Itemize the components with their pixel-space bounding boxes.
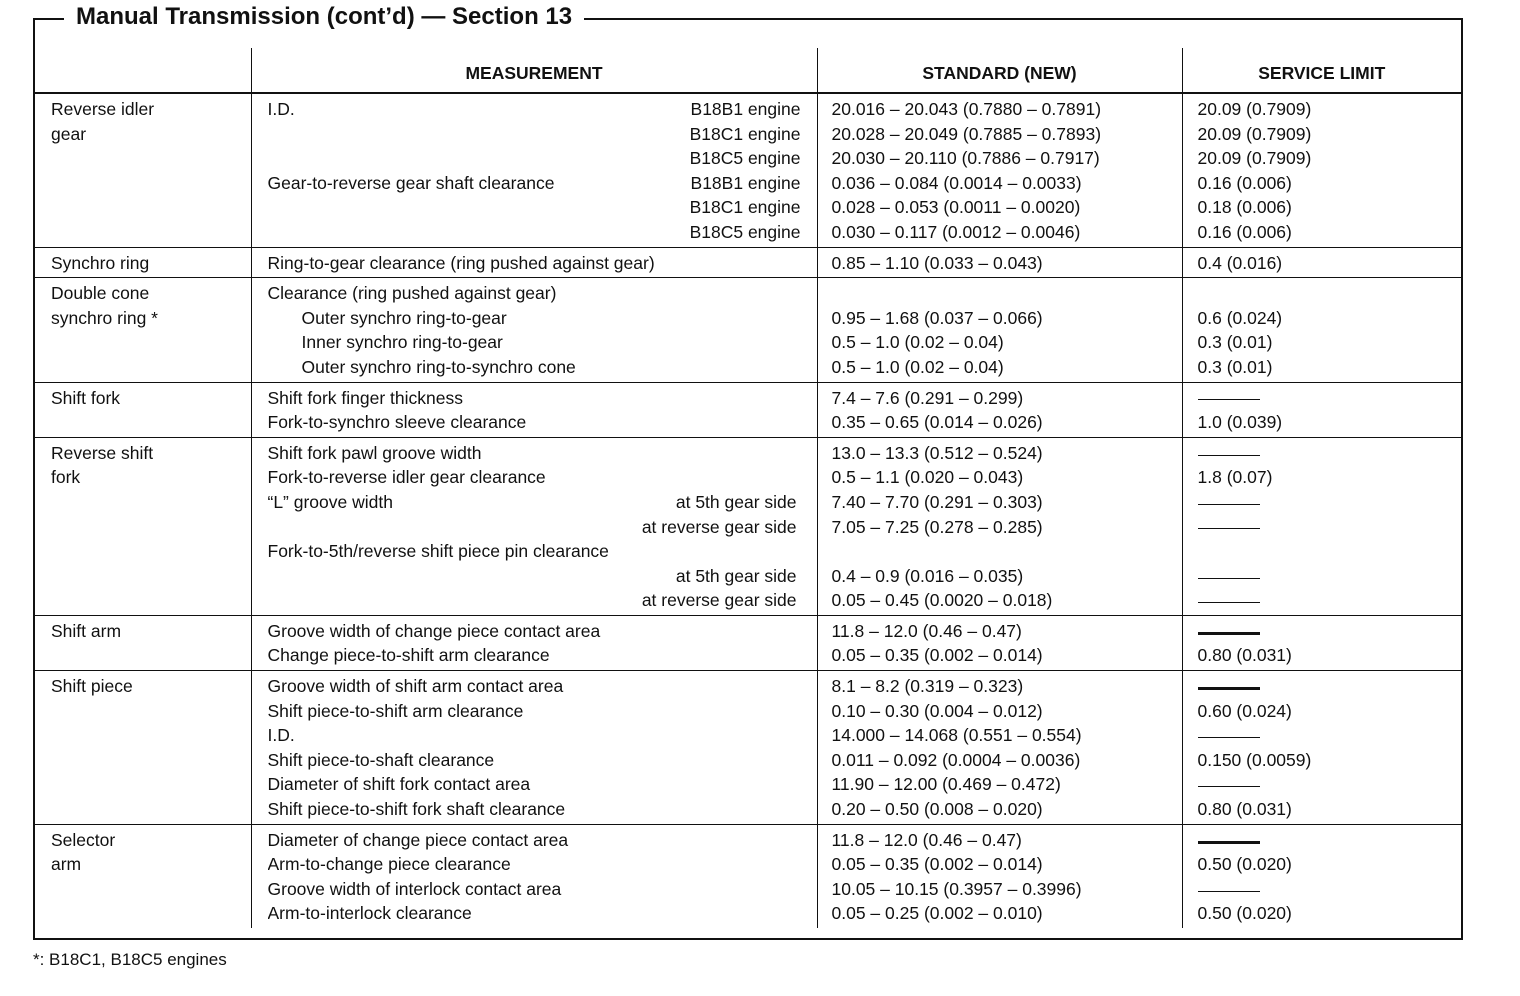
standard-value: 20.016 – 20.043 (0.7880 – 0.7891) [831,99,1102,119]
component-label: Shift fork [51,387,121,408]
no-limit-dash [1198,737,1260,738]
component-label: Selector [51,829,116,850]
limit-cell [1182,93,1461,247]
measurement-cell [251,671,817,825]
component-cell [35,278,251,382]
standard-value: 0.028 – 0.053 (0.0011 – 0.0020) [831,197,1081,218]
engine-label: B18B1 engine [690,99,801,119]
measurement-line [268,588,817,613]
standard-value: 0.036 – 0.084 (0.0014 – 0.0033) [831,172,1082,193]
component-cell [35,824,251,928]
standard-value: 14.000 – 14.068 (0.551 – 0.554) [831,725,1082,746]
limit-cell [1182,615,1461,670]
group-shift-piece [35,671,1461,825]
standard-value [832,281,1182,306]
limit-dash [1198,441,1462,466]
group-reverse-idler-gear [35,93,1461,247]
header-component [35,48,251,93]
standard-value: 7.4 – 7.6 (0.291 – 0.299) [831,387,1024,408]
measurement-text: I.D. [267,99,295,119]
limit-dash [1198,674,1462,699]
measurement-line [268,146,817,171]
engine-label: B18B1 engine [690,172,801,193]
measurement-text: Groove width of change piece contact area [267,620,601,641]
measurement-line [268,539,817,564]
component-cell [35,671,251,825]
standard-value: 0.05 – 0.45 (0.0020 – 0.018) [831,590,1053,611]
no-limit-dash [1198,578,1260,579]
limit-dash [1198,772,1462,797]
limit-value: 0.16 (0.006) [1197,172,1292,193]
standard-value: 0.5 – 1.0 (0.02 – 0.04) [831,332,1004,353]
measurement-line [268,564,817,589]
limit-value: 0.150 (0.0059) [1197,749,1312,770]
standard-cell [817,247,1182,278]
limit-cell [1182,382,1461,437]
limit-value: 0.60 (0.024) [1197,700,1292,721]
no-limit-dash [1198,602,1260,603]
standard-cell [817,278,1182,382]
component-label: Shift arm [51,620,122,641]
limit-dash [1198,515,1462,540]
limit-value: 0.4 (0.016) [1197,252,1283,273]
measurement-text: Shift piece-to-shift fork shaft clearance [267,799,566,820]
no-limit-dash [1198,632,1260,635]
standard-value: 0.5 – 1.1 (0.020 – 0.043) [831,467,1024,488]
measurement-text: Diameter of change piece contact area [267,829,569,850]
component-label: Reverse shift [51,442,154,463]
group-reverse-shift-fork [35,437,1461,615]
limit-dash [1198,386,1462,411]
standard-value: 11.90 – 12.00 (0.469 – 0.472) [831,774,1061,795]
component-label: Reverse idler [51,99,155,119]
measurement-line [268,490,817,515]
engine-label: B18C5 engine [689,148,801,169]
component-label: Synchro ring [51,252,150,273]
measurement-cell [251,93,817,247]
component-label: arm [51,854,82,875]
measurement-text: Shift fork pawl groove width [267,442,482,463]
header-row [35,48,1461,93]
standard-value: 11.8 – 12.0 (0.46 – 0.47) [831,620,1022,641]
standard-cell [817,437,1182,615]
gear-side-label: at 5th gear side [675,565,797,586]
measurement-cell [251,437,817,615]
measurement-text: Fork-to-synchro sleeve clearance [267,412,527,433]
standard-value: 10.05 – 10.15 (0.3957 – 0.3996) [831,878,1082,899]
engine-label: B18C5 engine [689,221,801,242]
no-limit-dash [1198,528,1260,529]
footnote: *: B18C1, B18C5 engines [33,950,227,969]
standard-value: 7.40 – 7.70 (0.291 – 0.303) [831,491,1043,512]
engine-label: B18C1 engine [689,123,801,144]
page-title: Manual Transmission (cont’d) — Section 13 [64,2,584,32]
measurement-text: Outer synchro ring-to-gear [301,307,507,328]
measurement-line [268,122,817,147]
no-limit-dash [1198,891,1260,892]
limit-dash [1198,723,1462,748]
component-label: Double cone [51,283,150,304]
measurement-text: Shift piece-to-shift arm clearance [267,700,524,721]
measurement-cell [251,278,817,382]
no-limit-dash [1198,399,1260,400]
measurement-text: Outer synchro ring-to-synchro cone [301,356,576,377]
limit-dash [1198,564,1462,589]
no-limit-dash [1198,786,1260,787]
spec-table [35,48,1461,928]
gear-side-label [797,441,817,466]
measurement-text: Groove width of shift arm contact area [267,676,564,697]
measurement-cell [251,824,817,928]
limit-cell [1182,671,1461,825]
group-shift-fork [35,382,1461,437]
limit-dash [1198,619,1462,644]
standard-cell [817,615,1182,670]
measurement-text: Groove width of interlock contact area [267,878,562,899]
gear-side-label: at reverse gear side [641,590,797,611]
measurement-text: Inner synchro ring-to-gear [301,332,503,353]
standard-value: 11.8 – 12.0 (0.46 – 0.47) [831,829,1022,850]
limit-value: 0.80 (0.031) [1197,645,1292,666]
standard-cell [817,671,1182,825]
standard-value: 0.95 – 1.68 (0.037 – 0.066) [831,307,1043,328]
limit-dash [1198,877,1462,902]
limit-cell [1182,278,1461,382]
component-cell [35,247,251,278]
measurement-text: Shift piece-to-shaft clearance [267,749,495,770]
standard-value: 0.011 – 0.092 (0.0004 – 0.0036) [831,749,1081,770]
standard-value: 0.5 – 1.0 (0.02 – 0.04) [831,356,1004,377]
limit-value: 20.09 (0.7909) [1197,99,1312,119]
component-cell [35,93,251,247]
measurement-line [268,515,817,540]
header-measurement: MEASUREMENT [251,48,817,93]
limit-dash [1198,490,1462,515]
limit-cell [1182,437,1461,615]
limit-cell [1182,247,1461,278]
measurement-line [268,220,817,245]
limit-dash [1198,588,1462,613]
standard-value: 20.030 – 20.110 (0.7886 – 0.7917) [831,148,1100,169]
standard-value: 0.35 – 0.65 (0.014 – 0.026) [831,412,1043,433]
measurement-text: “L” groove width [267,491,393,512]
measurement-line [268,195,817,220]
limit-value: 1.8 (0.07) [1197,467,1273,488]
standard-cell [817,93,1182,247]
gear-side-label [797,465,817,490]
no-limit-dash [1198,455,1260,456]
gear-side-label: at reverse gear side [641,516,797,537]
limit-value: 0.6 (0.024) [1197,307,1283,328]
measurement-text: Gear-to-reverse gear shaft clearance [267,172,555,193]
component-cell [35,615,251,670]
measurement-text: Arm-to-change piece clearance [267,854,511,875]
limit-value: 20.09 (0.7909) [1197,148,1312,169]
limit-blank [1198,539,1462,564]
component-label: synchro ring * [51,307,158,328]
limit-value [1198,281,1462,306]
measurement-line [268,465,817,490]
standard-value: 0.030 – 0.117 (0.0012 – 0.0046) [831,221,1081,242]
no-limit-dash [1198,504,1260,505]
group-synchro-ring [35,247,1461,278]
limit-value: 0.50 (0.020) [1197,854,1292,875]
standard-value: 8.1 – 8.2 (0.319 – 0.323) [831,676,1024,697]
header-standard: STANDARD (NEW) [817,48,1182,93]
measurement-cell [251,615,817,670]
limit-value: 0.3 (0.01) [1197,332,1273,353]
component-cell [35,437,251,615]
standard-value: 0.10 – 0.30 (0.004 – 0.012) [831,700,1043,721]
limit-cell [1182,824,1461,928]
measurement-text: Shift fork finger thickness [267,387,463,408]
standard-value: 13.0 – 13.3 (0.512 – 0.524) [831,442,1043,463]
group-shift-arm [35,615,1461,670]
component-label: gear [51,123,87,144]
standard-value: 0.85 – 1.10 (0.033 – 0.043) [831,252,1043,273]
measurement-text: Ring-to-gear clearance (ring pushed against gear) [267,252,655,273]
measurement-cell [251,247,817,278]
standard-value: 0.05 – 0.35 (0.002 – 0.014) [831,645,1043,666]
measurement-text: Arm-to-interlock clearance [267,903,472,924]
no-limit-dash [1198,841,1260,844]
standard-value: 20.028 – 20.049 (0.7885 – 0.7893) [831,123,1102,144]
gear-side-label: at 5th gear side [675,491,797,512]
standard-value: 0.05 – 0.35 (0.002 – 0.014) [831,854,1043,875]
measurement-text: Fork-to-reverse idler gear clearance [267,467,546,488]
header-service-limit: SERVICE LIMIT [1182,48,1461,93]
gear-side-label [797,539,817,564]
measurement-text: Diameter of shift fork contact area [267,774,531,795]
limit-value: 1.0 (0.039) [1197,412,1283,433]
measurement-line [268,441,817,466]
measurement-text: I.D. [267,725,295,746]
measurement-cell [251,382,817,437]
standard-cell [817,382,1182,437]
measurement-line [268,97,817,122]
measurement-text: Change piece-to-shift arm clearance [267,645,550,666]
measurement-text: Clearance (ring pushed against gear) [267,283,557,304]
standard-value: 0.4 – 0.9 (0.016 – 0.035) [831,565,1024,586]
limit-value: 0.16 (0.006) [1197,221,1292,242]
engine-label: B18C1 engine [689,197,801,218]
component-label: fork [51,467,81,488]
limit-dash [1198,828,1462,853]
standard-cell [817,824,1182,928]
group-double-cone-synchro-ring [35,278,1461,382]
group-selector-arm [35,824,1461,928]
limit-value: 20.09 (0.7909) [1197,123,1312,144]
standard-value: 0.20 – 0.50 (0.008 – 0.020) [831,799,1043,820]
limit-value: 0.3 (0.01) [1197,356,1273,377]
measurement-text: Fork-to-5th/reverse shift piece pin clearance [267,541,609,562]
component-label: Shift piece [51,676,133,697]
limit-value: 0.50 (0.020) [1197,903,1292,924]
standard-value: 7.05 – 7.25 (0.278 – 0.285) [831,516,1043,537]
component-cell [35,382,251,437]
standard-value [832,539,1182,564]
measurement-line [268,171,817,196]
limit-value: 0.18 (0.006) [1197,197,1292,218]
no-limit-dash [1198,687,1260,690]
limit-value: 0.80 (0.031) [1197,799,1292,820]
standard-value: 0.05 – 0.25 (0.002 – 0.010) [831,903,1043,924]
